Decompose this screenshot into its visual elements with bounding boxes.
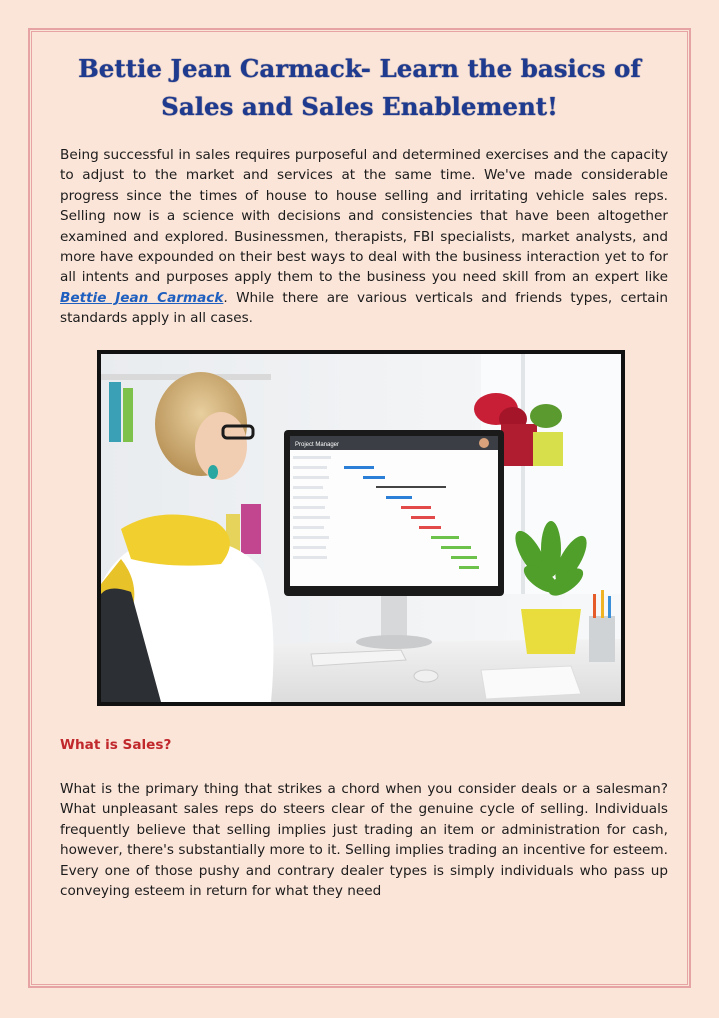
intro-text-after-link: . While there are various verticals and friends types, certain standards apply in all cases. — [60, 289, 668, 327]
screen-app-title: Project Manager — [295, 442, 340, 448]
section-heading: What is Sales? — [60, 737, 172, 753]
bettie-jean-carmack-link[interactable]: Bettie Jean Carmack — [60, 289, 224, 306]
office-photo — [97, 350, 625, 706]
intro-paragraph — [60, 145, 668, 329]
section-paragraph: What is the primary thing that strikes a chord when you consider deals or a salesman? What unpleasant sales reps do steers clear of the genuine cycle of selling. Individuals frequently believe that selling implies just trading an item or administration for cash, however, there's substantially more to it. Selling implies trading an incentive for esteem. Every one of those pushy and contrary dealer types is simply individuals who pass up conveying esteem in return for what they need — [60, 781, 668, 900]
office-photo-illustration — [101, 354, 621, 702]
page-title: Bettie Jean Carmack- Learn the basics of Sales and Sales Enablement! — [78, 54, 641, 121]
intro-text-before-link: Being successful in sales requires purposeful and determined exercises and the capacity to adjust to the market and services at the same time. We've made considerable progress since the times of house to house selling and irritating vehicle sales reps. Selling now is a science with decisions and consistencies that have been altogether examined and explored. Businessmen, therapists, FBI specialists, market analysts, and more have expounded on their best ways to deal with the business interaction yet to for all intents and purposes apply them to the business you need skill from an expert like — [60, 147, 668, 286]
